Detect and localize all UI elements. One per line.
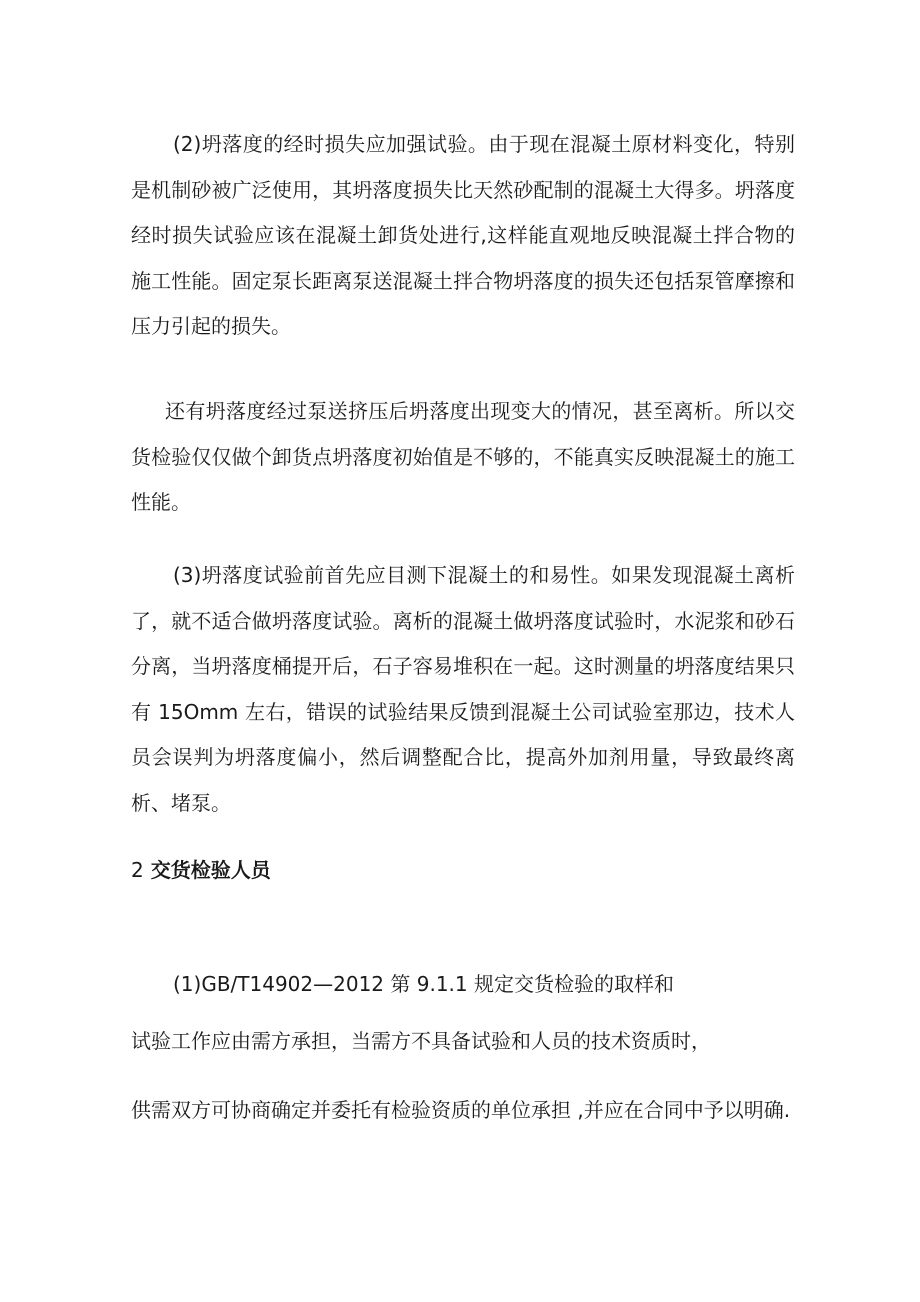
clause-line-3: 供需双方可协商确定并委托有检验资质的单位承担 ,并应在合同中予以明确. <box>131 1098 791 1122</box>
paragraph-slump-loss: (2)坍落度的经时损失应加强试验。由于现在混凝土原材料变化，特别是机制砂被广泛使用，其坍落度损失比天然砂配制的混凝土大得多。坍落度经时损失试验应该在混凝土卸货处进行,这样能直观地反映混凝土拌合物的施工性能。固定泵长距离泵送混凝土拌合物坍落度的损失还包括泵管摩擦和压力引起的损失。 <box>131 132 795 338</box>
clause-line-1: (1)GB/T14902—2012 第 9.1.1 规定交货检验的取样和 <box>173 972 674 996</box>
section-number: 2 <box>131 858 144 882</box>
clause-line-2: 试验工作应由需方承担，当需方不具备试验和人员的技术资质时， <box>131 1029 711 1053</box>
section-heading <box>131 848 271 893</box>
paragraph-workability-check: (3)坍落度试验前首先应目测下混凝土的和易性。如果发现混凝土离析了，就不适合做坍落度试验。离析的混凝土做坍落度试验时，水泥浆和砂石分离，当坍落度桶提开后，石子容易堆积在一起。这时测量的坍落度结果只有 15Omm 左右，错误的试验结果反馈到混凝土公司试验室那边，技术人员会误判为坍落度偏小，然后调整配合比，提高外加剂用量，导致最终离析、堵泵。 <box>131 563 795 815</box>
paragraph-pumping-effect: 还有坍落度经过泵送挤压后坍落度出现变大的情况，甚至离析。所以交货检验仅仅做个卸货点坍落度初始值是不够的，不能真实反映混凝土的施工性能。 <box>131 399 795 514</box>
section-title: 交货检验人员 <box>150 858 271 882</box>
